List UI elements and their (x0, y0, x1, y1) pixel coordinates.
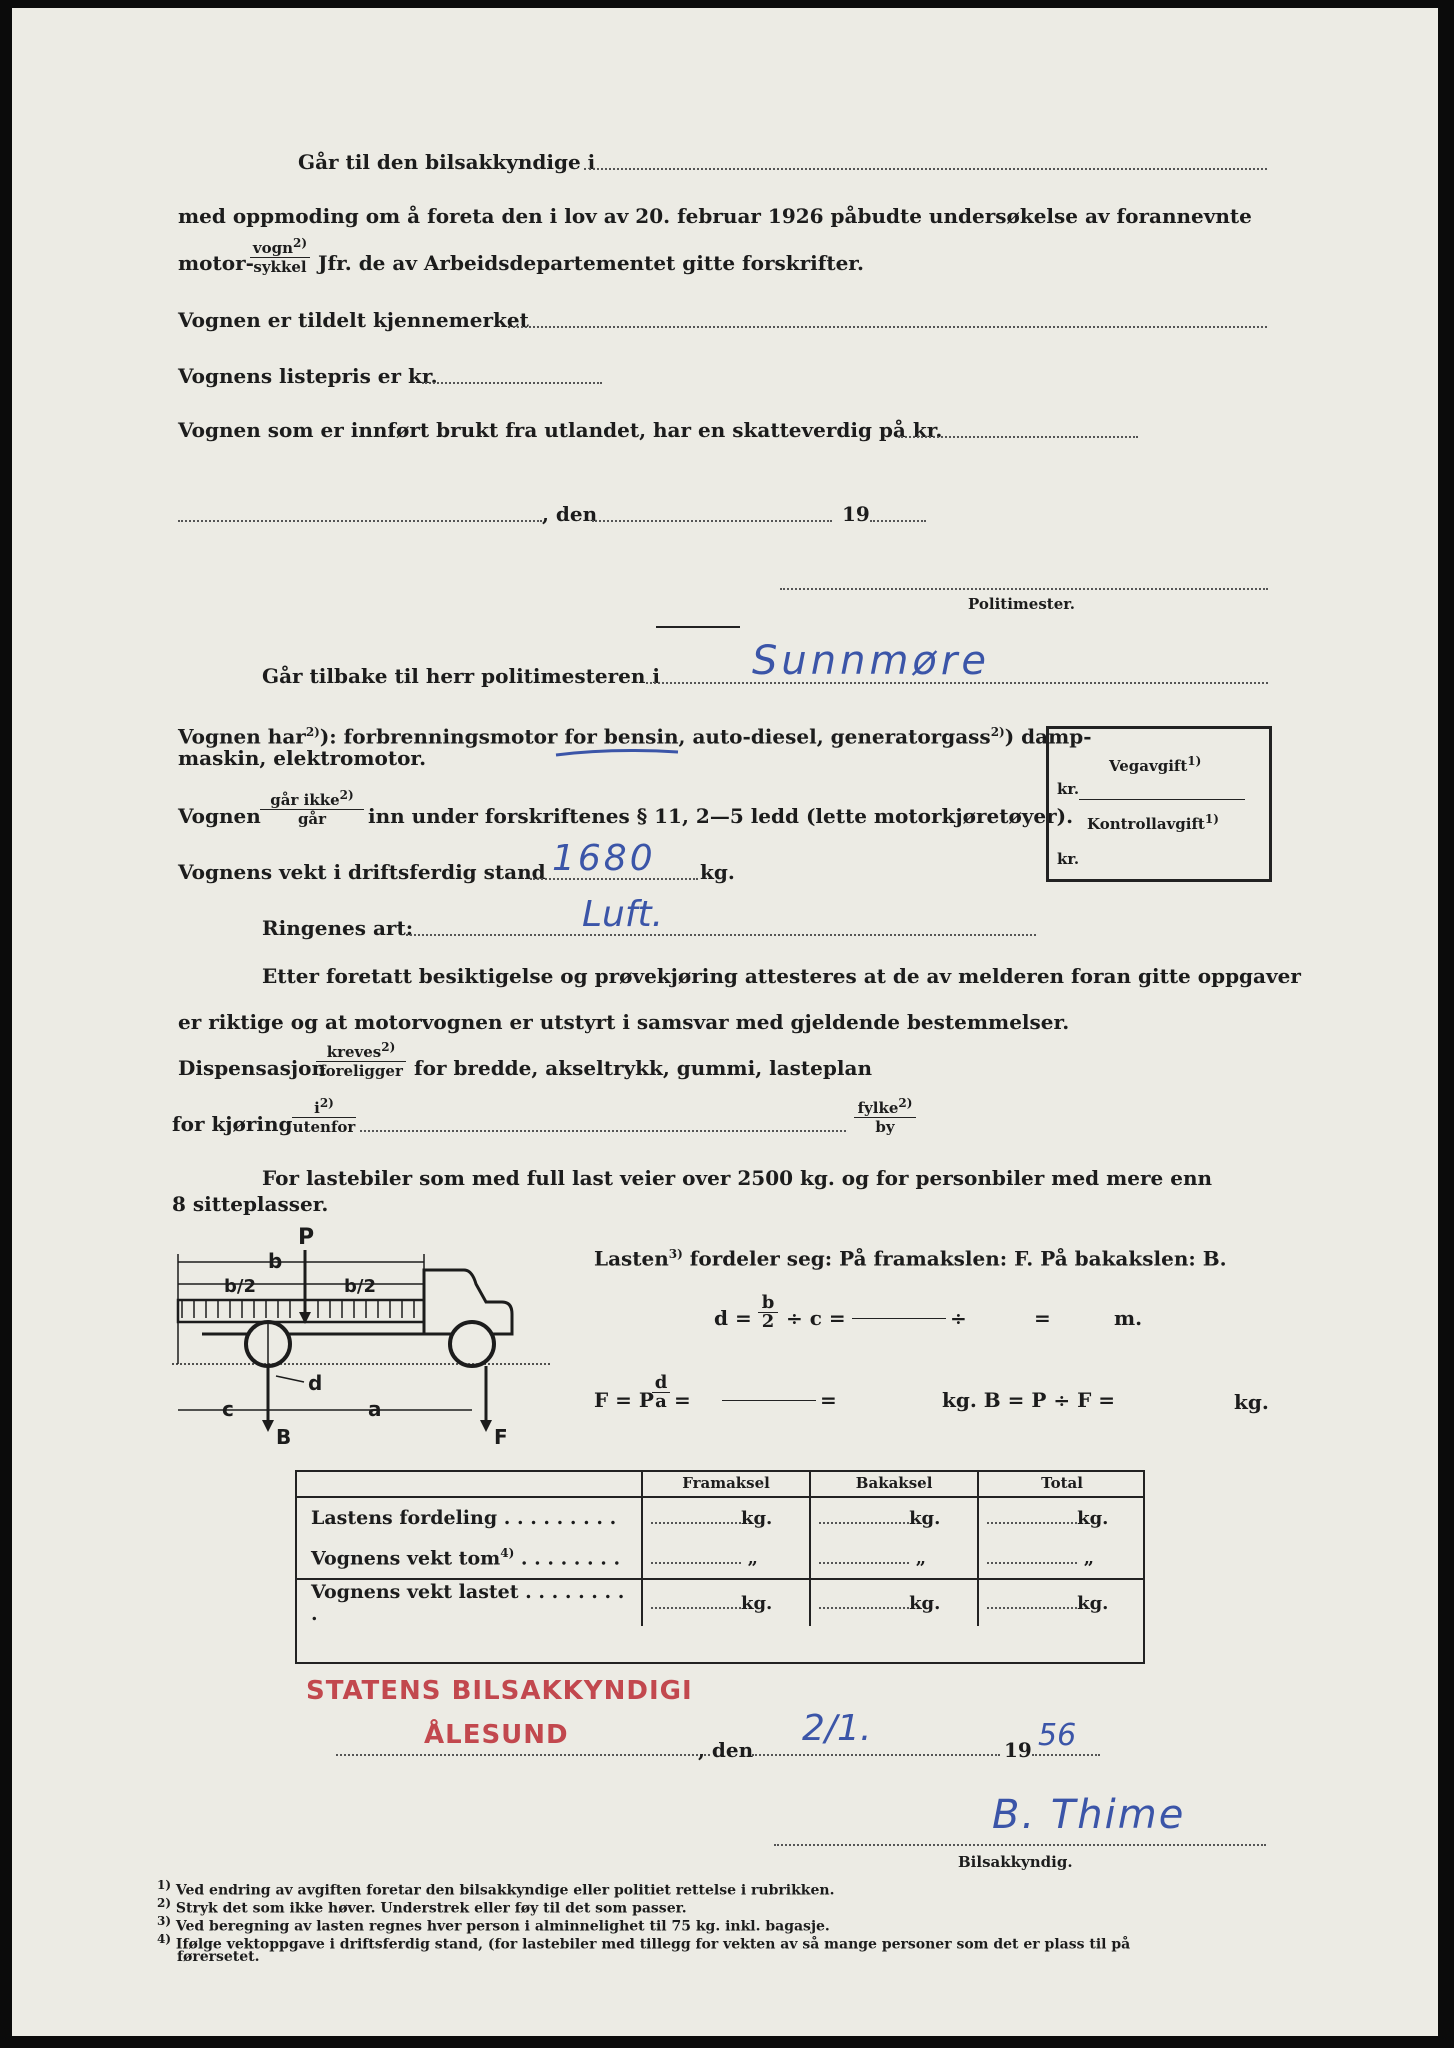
table-cell[interactable]: „ (810, 1538, 978, 1579)
bilsakkyndig-label: Bilsakkyndig. (958, 1853, 1073, 1871)
diagram-F-arrow-head (480, 1420, 492, 1432)
footnote-4: 4) Ifølge vektoppgave i driftsferdig stand, (for lastebiler med tillegg for vekten av så mange personer som det er plass til på (157, 1932, 1131, 1953)
diagram-d: d (308, 1371, 323, 1395)
formula-d-blank1[interactable] (852, 1318, 946, 1319)
skatteverdig-label: Vognen som er innført brukt fra utlandet, har en skatteverdig på kr. (178, 418, 943, 442)
kreves-fraction: kreves$^{2)}$ foreligger (316, 1038, 406, 1080)
table-header-row (295, 1470, 1145, 1497)
tilbake-handwritten: Sunnmøre (752, 638, 990, 684)
i-utenfor-fraction: $i^{2)}$ utenfor (292, 1096, 356, 1136)
formula-minus-c: ÷ c = (786, 1306, 846, 1330)
col-framaksel: Framaksel (642, 1470, 810, 1497)
fylke-by-fraction: fylke$^{2)}$ by (854, 1094, 916, 1136)
table-row (295, 1538, 1145, 1579)
lasten-text: Lasten$^{3)}$ fordeler seg: På framakslen: F. På bakakslen: B. (594, 1246, 1227, 1271)
section-divider (656, 626, 740, 628)
table-cell[interactable]: kg. (978, 1497, 1145, 1538)
lastebiler-line2: 8 sitteplasser. (172, 1192, 329, 1216)
formula-m: m. (1114, 1306, 1143, 1330)
politimester-label: Politimester. (968, 595, 1075, 613)
signature-year-prefix: 19 (1004, 1738, 1032, 1762)
signature-year-handwritten: 56 (1038, 1718, 1077, 1753)
vegavgift-kr: kr. (1057, 780, 1080, 798)
row-label: Lastens fordeling . . . . . . . . . (311, 1507, 617, 1529)
den-label: , den (542, 502, 598, 526)
dispensasjon-label: Dispensasjon (178, 1056, 327, 1080)
vogn-sykkel-fraction: vogn$^{2)}$ sykkel (250, 234, 310, 276)
formula-F-eq: F = P (594, 1388, 654, 1412)
table-cell[interactable]: kg. (978, 1579, 1145, 1626)
table-cell[interactable]: „ (978, 1538, 1145, 1579)
attest-line2: er riktige og at motorvognen er utstyrt i samsvar med gjeldende bestemmelser. (178, 1010, 1070, 1034)
table-cell[interactable]: kg. (642, 1579, 810, 1626)
formula-kg-B: kg. B = P ÷ F = (942, 1388, 1115, 1412)
diagram-b: b (268, 1249, 283, 1273)
table-cell[interactable]: kg. (810, 1579, 978, 1626)
forskrift-text: inn under forskriftenes § 11, 2—5 ledd (lette motorkjøretøyer). (368, 804, 1074, 828)
listepris-field[interactable] (422, 382, 602, 384)
kontrollavgift-kr: kr. (1057, 850, 1080, 868)
kjoring-field[interactable] (360, 1130, 846, 1132)
col-total: Total (978, 1470, 1145, 1497)
footnote-1: 1) Ved endring av avgiften foretar den bilsakkyndige eller politiet rettelse i rubrikken. (157, 1878, 835, 1899)
table-cell[interactable]: kg. (642, 1497, 810, 1538)
signature-den-label: , den (698, 1738, 754, 1762)
vegavgift-label: Vegavgift$^{1)}$ (1109, 754, 1202, 775)
motor-prefix: motor- (178, 251, 254, 275)
vognen-har-line2: maskin, elektromotor. (178, 746, 427, 770)
forskrifter-text: Jfr. de av Arbeidsdepartementet gitte forskrifter. (318, 251, 864, 275)
stamp-line1: STATENS BILSAKKYNDIGI (306, 1676, 693, 1706)
diagram-front-wheel (450, 1322, 494, 1366)
diagram-cargo-bed (178, 1300, 424, 1322)
table-row (295, 1497, 1145, 1538)
diagram-B-arrow-head (262, 1420, 274, 1432)
date-field[interactable] (592, 520, 832, 522)
place-field[interactable] (178, 520, 542, 522)
form-page (12, 8, 1438, 2036)
oppmoding-text: med oppmoding om å foreta den i lov av 20. februar 1926 påbudte undersøkelse av forannevnte (178, 204, 1252, 228)
year-prefix: 19 (842, 502, 870, 526)
vekt-kg: kg. (700, 860, 735, 884)
formula-d-eq: d = (714, 1306, 752, 1330)
diagram-cargo-hatching (182, 1300, 414, 1318)
listepris-label: Vognens listepris er kr. (178, 364, 438, 388)
diagram-b-half-right: b/2 (344, 1276, 376, 1297)
row-label: Vognens vekt lastet . . . . . . . . . (295, 1579, 642, 1626)
footnote-2: 2) Stryk det som ikke høver. Understrek eller føy til det som passer. (157, 1896, 687, 1917)
formula-eq: = (1034, 1306, 1051, 1330)
signature-date-handwritten: 2/1. (802, 1708, 872, 1749)
bilsakkyndige-field[interactable] (584, 168, 1267, 170)
table-cell[interactable]: „ (642, 1538, 810, 1579)
formula-d-over-a: $\frac{d}{a}$ (652, 1374, 670, 1411)
row-label: Vognens vekt tom$^{4)}$ . . . . . . . . (311, 1546, 621, 1570)
diagram-c: c (222, 1397, 234, 1421)
formula-F-blank[interactable] (722, 1400, 816, 1401)
dispensasjon-suffix: for bredde, akseltrykk, gummi, lasteplan (414, 1056, 872, 1080)
diagram-F: F (494, 1425, 508, 1449)
bilsakkyndig-signature: B. Thime (992, 1792, 1186, 1838)
formula-minus: ÷ (950, 1306, 967, 1330)
kjennemerke-field[interactable] (508, 326, 1267, 328)
diagram-P: P (298, 1225, 315, 1250)
col-bakaksel: Bakaksel (810, 1470, 978, 1497)
diagram-b-half-left: b/2 (224, 1276, 256, 1297)
gaar-fraction: går ikke$^{2)}$ går (260, 786, 364, 828)
vognen-prefix: Vognen (178, 804, 261, 828)
kjennemerke-label: Vognen er tildelt kjennemerket (178, 308, 529, 332)
bilsakkyndig-signature-field[interactable] (774, 1844, 1266, 1846)
diagram-d-dim (276, 1376, 304, 1382)
politimester-signature-field[interactable] (780, 588, 1268, 590)
table-cell[interactable]: kg. (810, 1497, 978, 1538)
ringer-field[interactable] (406, 934, 1036, 936)
tilbake-label: Går tilbake til herr politimesteren i (262, 664, 660, 688)
skatteverdig-field[interactable] (898, 436, 1138, 438)
lastebiler-line1: For lastebiler som med full last veier over 2500 kg. og for personbiler med mere enn (262, 1166, 1213, 1190)
year-field[interactable] (870, 520, 926, 522)
signature-year-field[interactable] (1032, 1754, 1100, 1756)
bensin-underline (552, 746, 682, 760)
stamp-place-field[interactable] (336, 1754, 710, 1756)
formula-F-eq3: = (820, 1388, 837, 1412)
table-row (295, 1579, 1145, 1626)
diagram-a: a (368, 1397, 382, 1421)
vognen-har-text: Vognen har$^{2)}$): forbrenningsmotor for bensin, auto-diesel, generatorgass$^{2)}$) damp- (178, 724, 1092, 749)
ringer-handwritten: Luft. (582, 894, 664, 935)
avgift-divider (1079, 799, 1245, 800)
diagram-B: B (276, 1425, 292, 1449)
attest-line1: Etter foretatt besiktigelse og prøvekjøring attesteres at de av melderen foran gitte oppgaver (262, 964, 1301, 988)
avgift-box (1046, 726, 1272, 882)
formula-b-over-2: $\frac{b}{2}$ (758, 1294, 778, 1331)
ringer-label: Ringenes art: (262, 916, 414, 940)
footnote-4-cont: førersetet. (177, 1949, 260, 1965)
formula-kg-end: kg. (1234, 1390, 1269, 1414)
bilsakkyndige-line: Går til den bilsakkyndige i (298, 150, 596, 174)
signature-date-field[interactable] (752, 1754, 1000, 1756)
vekt-label: Vognens vekt i driftsferdig stand (178, 860, 546, 884)
load-distribution-table (295, 1470, 1145, 1626)
kjoring-label: for kjøring (172, 1112, 293, 1136)
stamp-line2: ÅLESUND (424, 1720, 569, 1750)
footnote-3: 3) Ved beregning av lasten regnes hver person i alminnelighet til 75 kg. inkl. bagasje. (157, 1914, 830, 1935)
vekt-handwritten: 1680 (552, 838, 656, 879)
truck-load-diagram (172, 1214, 552, 1454)
kontrollavgift-label: Kontrollavgift$^{1)}$ (1087, 812, 1219, 833)
formula-F-eq2: = (674, 1388, 691, 1412)
